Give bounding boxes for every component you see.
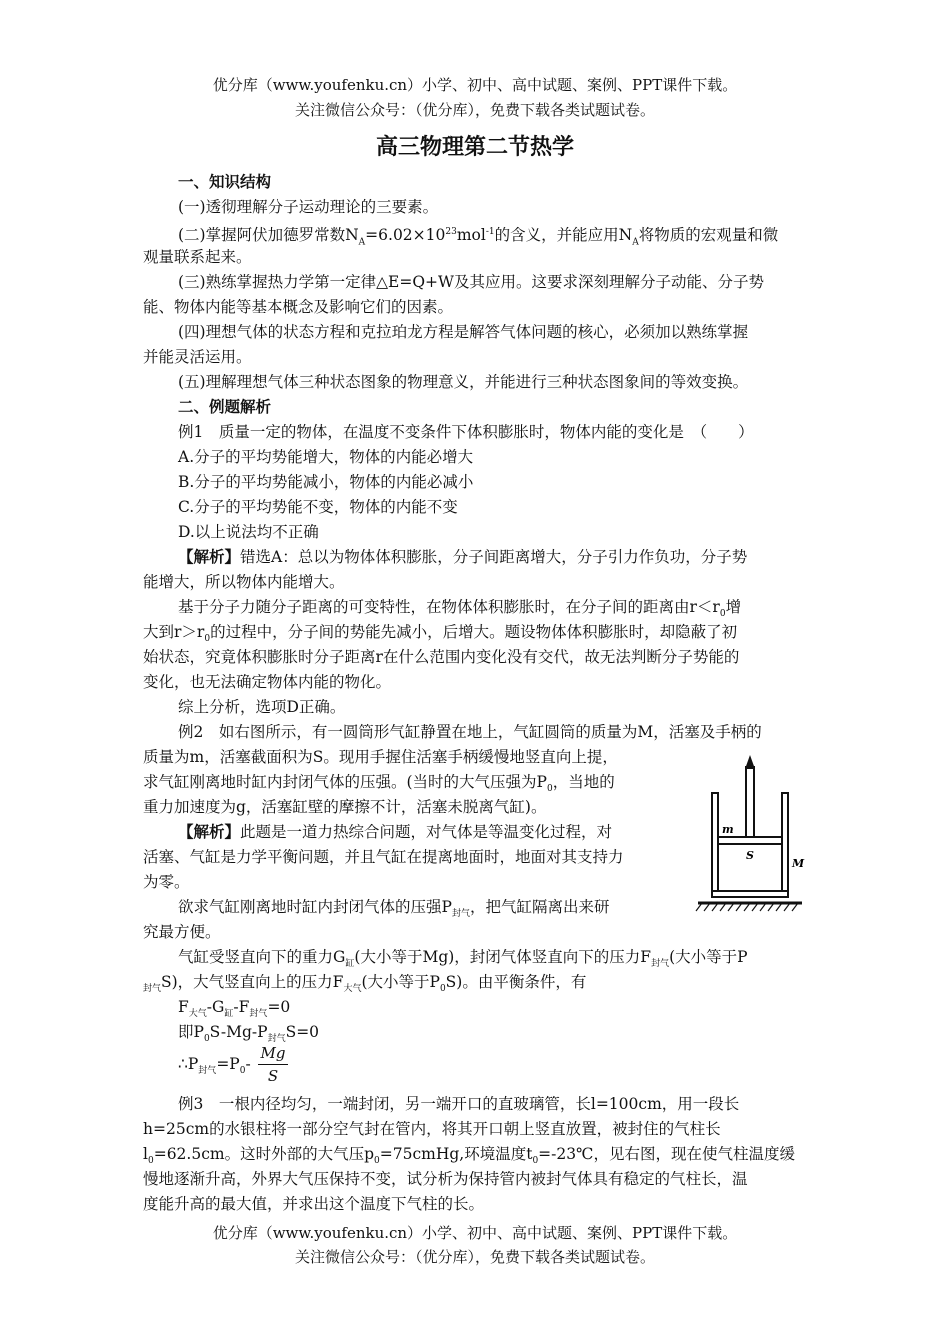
example-3-line-3: $l_0=62.5cm$。这时外部的大气压$p_0=75cmHg$,环境温度$t_0=-23℃$，见右图，现在使气柱温度缓: [143, 1145, 795, 1167]
example-2-analysis-5: 究最方便。: [143, 923, 221, 941]
example-2-analysis-3: 为零。: [143, 873, 190, 891]
knowledge-item-1: (一)透彻理解分子运动理论的三要素。: [178, 198, 439, 216]
fraction-numerator: Mg: [258, 1044, 288, 1065]
knowledge-item-4: (四)理想气体的状态方程和克拉珀龙方程是解答气体问题的核心，必须加以熟练掌握: [178, 323, 749, 341]
example-2-analysis-2: 活塞、气缸是力学平衡问题，并且气缸在提离地面时，地面对其支持力: [143, 848, 624, 866]
example-2-analysis-6: 气缸受竖直向下的重力$G_缸$(大小等于Mg)，封闭气体竖直向下的压力$F_{封气}$(大小等于P: [178, 948, 748, 970]
example-1-analysis: 【解析】错选A：总以为物体体积膨胀，分子间距离增大，分子引力作负功，分子势: [178, 548, 748, 566]
example-1-option-a: A.分子的平均势能增大，物体的内能必增大: [178, 448, 474, 466]
example-2-question-1: 例2 如右图所示，有一圆筒形气缸静置在地上，气缸圆筒的质量为M，活塞及手柄的: [178, 723, 762, 741]
example-1-conclusion: 综上分析，选项D正确。: [178, 698, 346, 716]
header-line-2: 关注微信公众号：（优分库），免费下载各类试题试卷。: [294, 101, 655, 119]
knowledge-item-3: (三)熟练掌握热力学第一定律△E=Q+W及其应用。这要求深刻理解分子动能、分子势: [178, 273, 764, 291]
example-2-analysis-1: 【解析】此题是一道力热综合问题，对气体是等温变化过程，对: [178, 823, 613, 841]
knowledge-item-2-cont: 观量联系起来。: [143, 248, 252, 266]
footer-line-2: 关注微信公众号：（优分库），免费下载各类试题试卷。: [294, 1248, 655, 1266]
knowledge-item-5: (五)理解理想气体三种状态图象的物理意义，并能进行三种状态图象间的等效变换。: [178, 373, 749, 391]
example-2-analysis-4: 欲求气缸刚离地时缸内封闭气体的压强$P_{封气}$，把气缸隔离出来研: [178, 898, 610, 920]
knowledge-item-2: (二)掌握阿伏加德罗常数$N_A=6.02\times 10^{23}mol^{-1}$的含义，并能应用$N_A$将物质的宏观量和微: [178, 226, 779, 248]
cylinder-piston-figure: [690, 745, 810, 915]
equation-3: $\therefore P_{封气}=P_0-$: [178, 1055, 251, 1077]
example-3-line-4: 慢地逐渐升高，外界大气压保持不变，试分析为保持管内被封气体具有稳定的气柱长，温: [143, 1170, 748, 1188]
section-2-heading: 二、例题解析: [178, 398, 272, 416]
equation-2: 即$P_0S-Mg-P_{封气}S=0$: [178, 1023, 320, 1045]
example-1-question: 例1 质量一定的物体，在温度不变条件下体积膨胀时，物体内能的变化是 （ ）: [178, 423, 754, 441]
label-M: M: [792, 857, 805, 870]
fraction-mg-over-s: [258, 1044, 288, 1085]
example-1-option-b: B.分子的平均势能减小，物体的内能必减小: [178, 473, 474, 491]
example-2-analysis-7: $_{封气}$S)，大气竖直向上的压力$F_{大气}$(大小等于$P_0S$)。由平衡条件，有: [143, 973, 587, 995]
example-3-line-2: h=25cm的水银柱将一部分空气封在管内，将其开口朝上竖直放置，被封住的气柱长: [143, 1120, 721, 1138]
example-2-question-2: 质量为m，活塞截面积为S。现用手握住活塞手柄缓慢地竖直向上提，: [143, 748, 618, 766]
section-1-heading: 一、知识结构: [178, 173, 272, 191]
example-1-analysis-3: 大到$r>r_0$的过程中，分子间的势能先减小，后增大。题设物体体积膨胀时，却隐蔽了初: [143, 623, 738, 645]
equation-1: $F_{大气}-G_缸-F_{封气}=0$: [178, 998, 291, 1020]
header-line-1: 优分库（www.youfenku.cn）小学、初中、高中试题、案例、PPT课件下载。: [212, 76, 738, 94]
example-1-analysis-cont: 能增大，所以物体内能增大。: [143, 573, 345, 591]
example-3-line-5: 度能升高的最大值，并求出这个温度下气柱的长。: [143, 1195, 485, 1213]
footer-line-1: 优分库（www.youfenku.cn）小学、初中、高中试题、案例、PPT课件下载。: [212, 1224, 738, 1242]
knowledge-item-4-cont: 并能灵活运用。: [143, 348, 252, 366]
example-1-analysis-2: 基于分子力随分子距离的可变特性，在物体体积膨胀时，在分子间的距离由$r<r_0$增: [178, 598, 742, 620]
example-1-option-d: D.以上说法均不正确: [178, 523, 319, 541]
knowledge-item-3-cont: 能、物体内能等基本概念及影响它们的因素。: [143, 298, 454, 316]
fraction-denominator: S: [267, 1067, 279, 1085]
example-2-question-3: 求气缸刚离地时缸内封闭气体的压强。(当时的大气压强为$P_0$，当地的: [143, 773, 615, 795]
page-title: 高三物理第二节热学: [375, 135, 574, 160]
example-2-question-4: 重力加速度为g，活塞缸壁的摩擦不计，活塞未脱离气缸)。: [143, 798, 547, 816]
label-m: m: [722, 823, 734, 836]
example-1-option-c: C.分子的平均势能不变，物体的内能不变: [178, 498, 458, 516]
label-S: S: [746, 849, 754, 862]
example-1-analysis-5: 变化，也无法确定物体内能的物化。: [143, 673, 392, 691]
example-1-analysis-4: 始状态，究竟体积膨胀时分子距离r在什么范围内变化没有交代，故无法判断分子势能的: [143, 648, 740, 666]
example-3-line-1: 例3 一根内径均匀，一端封闭，另一端开口的直玻璃管，长l=100cm，用一段长: [178, 1095, 740, 1113]
